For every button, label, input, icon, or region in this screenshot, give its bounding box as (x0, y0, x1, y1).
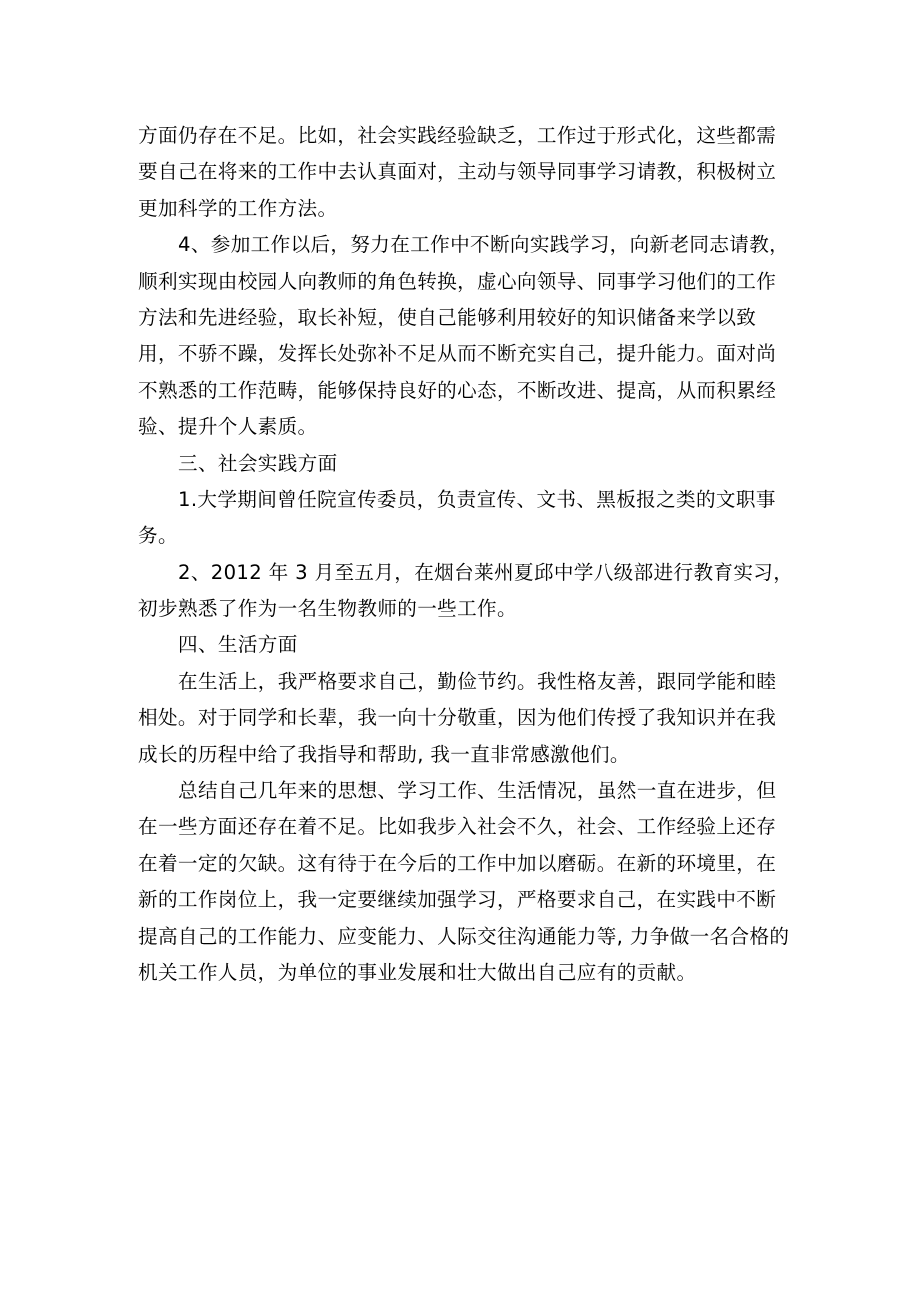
section-heading: 四、生活方面 (178, 633, 298, 657)
text-line: 更加科学的工作方法。 (138, 196, 338, 220)
document-body (138, 118, 793, 991)
text-line: 成长的历程中给了我指导和帮助, 我一直非常感激他们。 (138, 742, 630, 766)
text-line: 不熟悉的工作范畴，能够保持良好的心态，不断改进、提高，从而积累经 (138, 378, 777, 402)
text-line: 方面仍存在不足。比如，社会实践经验缺乏，工作过于形式化，这些都需 (138, 124, 777, 147)
text-line: 相处。对于同学和长辈，我一向十分敬重，因为他们传授了我知识并在我 (138, 706, 777, 730)
text-line: 提高自己的工作能力、应变能力、人际交往沟通能力等, 力争做一名合格的 (138, 924, 790, 948)
text-line: 初步熟悉了作为一名生物教师的一些工作。 (138, 597, 517, 621)
text-line: 用，不骄不躁，发挥长处弥补不足从而不断充实自己，提升能力。面对尚 (138, 342, 777, 366)
text-line: 验、提升个人素质。 (138, 415, 318, 439)
text-line: 新的工作岗位上，我一定要继续加强学习，严格要求自己，在实践中不断 (138, 888, 777, 912)
text-line: 机关工作人员，为单位的事业发展和壮大做出自己应有的贡献。 (138, 960, 697, 984)
paragraph-first-line: 1.大学期间曾任院宣传委员，负责宣传、文书、黑板报之类的文职事 (178, 487, 776, 511)
paragraph-first-line: 总结自己几年来的思想、学习工作、生活情况，虽然一直在进步，但 (178, 779, 777, 803)
paragraph-first-line: 2、2012 年 3 月至五月，在烟台莱州夏邱中学八级部进行教育实习， (178, 560, 794, 584)
text-line: 在一些方面还存在着不足。比如我步入社会不久，社会、工作经验上还存 (138, 815, 777, 839)
text-line: 方法和先进经验，取长补短，使自己能够利用较好的知识储备来学以致 (138, 305, 757, 329)
text-line: 要自己在将来的工作中去认真面对，主动与领导同事学习请教，积极树立 (138, 160, 777, 184)
paragraph-first-line: 在生活上，我严格要求自己，勤俭节约。我性格友善，跟同学能和睦 (178, 669, 777, 693)
section-heading: 三、社会实践方面 (178, 451, 338, 475)
text-line: 务。 (138, 524, 178, 548)
text-line: 在着一定的欠缺。这有待于在今后的工作中加以磨砺。在新的环境里，在 (138, 851, 777, 875)
paragraph-first-line: 4、参加工作以后，努力在工作中不断向实践学习，向新老同志请教， (178, 233, 790, 257)
text-line: 顺利实现由校园人向教师的角色转换，虚心向领导、同事学习他们的工作 (138, 269, 777, 293)
